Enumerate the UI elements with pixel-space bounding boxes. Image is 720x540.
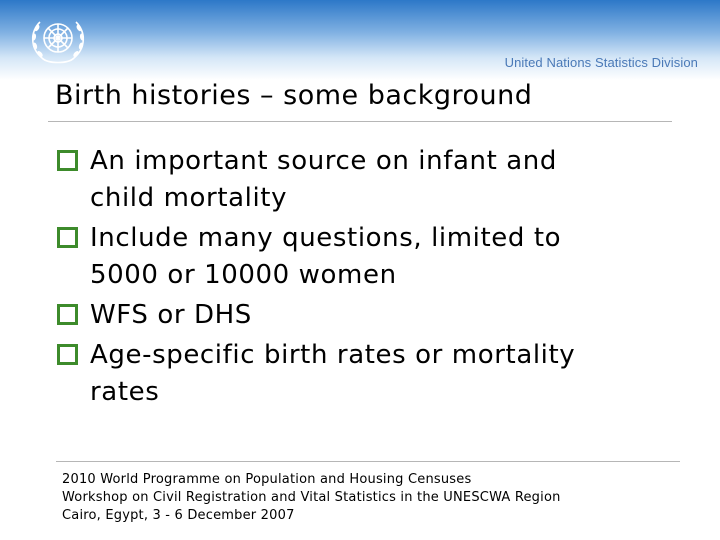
- checkbox-bullet-icon: [57, 304, 78, 325]
- footer-line: 2010 World Programme on Population and Housing Censuses: [62, 472, 472, 487]
- footer-line: Cairo, Egypt, 3 - 6 December 2007: [62, 508, 295, 523]
- checkbox-bullet-icon: [57, 344, 78, 365]
- un-emblem-icon: [18, 8, 98, 74]
- bullet-line: rates: [90, 377, 160, 407]
- bullet-line: WFS or DHS: [90, 300, 252, 330]
- checkbox-bullet-icon: [57, 150, 78, 171]
- bullet-list: [57, 143, 707, 414]
- bullet-line: An important source on infant and: [90, 146, 557, 176]
- title-divider: [48, 121, 672, 122]
- footer: [62, 471, 561, 525]
- checkbox-bullet-icon: [57, 227, 78, 248]
- bullet-item: [57, 337, 707, 411]
- bullet-line: Include many questions, limited to: [90, 223, 562, 253]
- slide-title: Birth histories – some background: [55, 80, 533, 111]
- bullet-item: [57, 297, 707, 334]
- organization-name: United Nations Statistics Division: [504, 55, 698, 70]
- bullet-item: [57, 143, 707, 217]
- bullet-line: 5000 or 10000 women: [90, 260, 397, 290]
- bullet-line: child mortality: [90, 183, 288, 213]
- footer-line: Workshop on Civil Registration and Vital Statistics in the UNESCWA Region: [62, 490, 561, 505]
- bullet-item: [57, 220, 707, 294]
- bullet-line: Age-specific birth rates or mortality: [90, 340, 576, 370]
- footer-divider: [56, 461, 680, 462]
